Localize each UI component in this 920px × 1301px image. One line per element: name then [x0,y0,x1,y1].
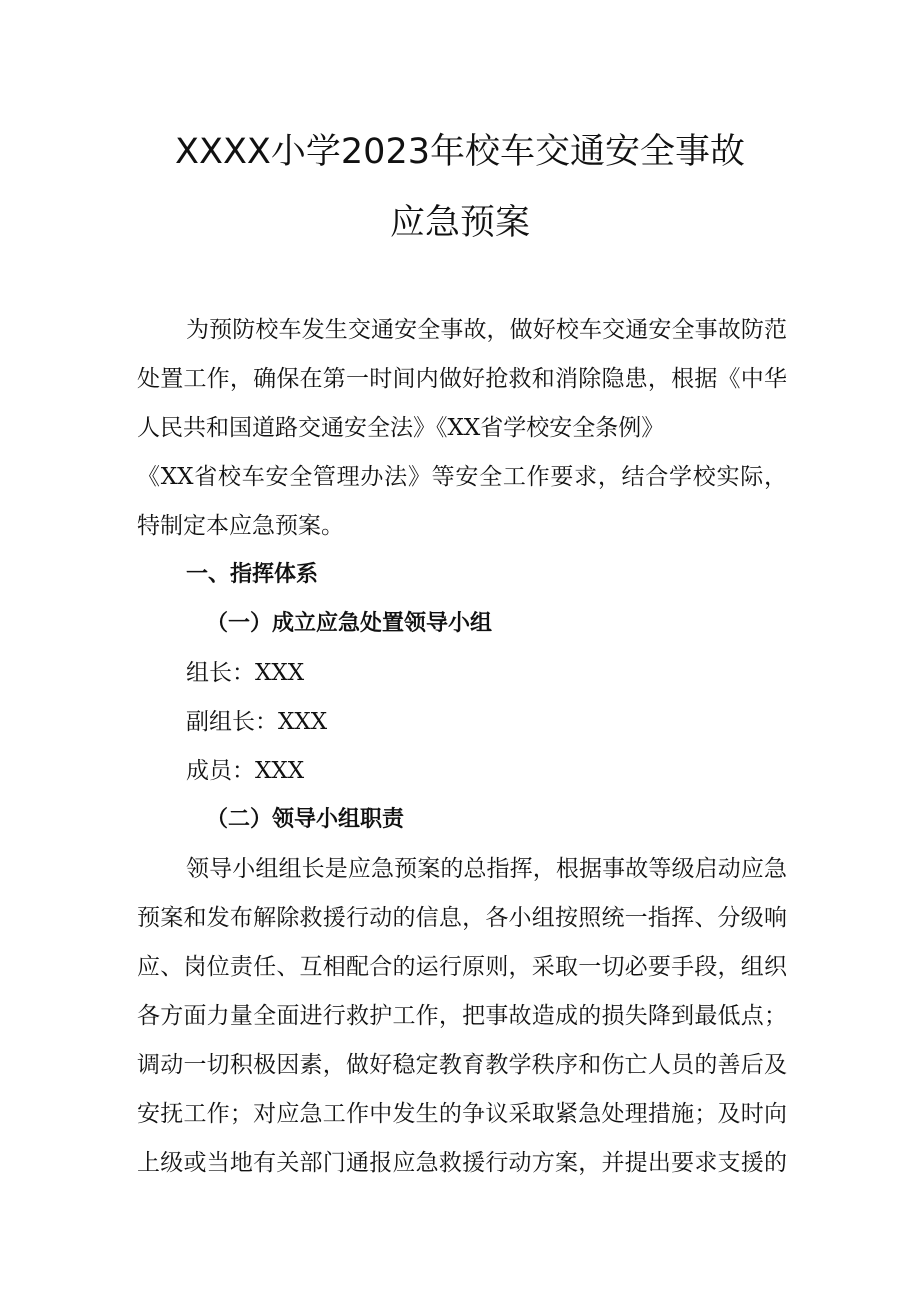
duties-line-5: 调动一切积极因素，做好稳定教育教学秩序和伤亡人员的善后及 [137,1052,787,1078]
duties-line-6: 安抚工作；对应急工作中发生的争议采取紧急处理措施；及时向 [137,1101,787,1127]
group-leader: 组长：XXX [186,660,305,686]
document-title-line-2: 应急预案 [389,203,530,243]
deputy-group-leader: 副组长：XXX [186,709,328,735]
intro-line-4: 《XX省校车安全管理办法》等安全工作要求，结合学校实际， [137,464,787,490]
section-heading-command-system: 一、指挥体系 [186,562,319,587]
subsection-heading-duties: （二）领导小组职责 [206,807,405,832]
duties-line-3: 应、岗位责任、互相配合的运行原则，采取一切必要手段，组织 [137,954,787,980]
intro-line-5: 特制定本应急预案。 [137,513,344,539]
duties-line-7: 上级或当地有关部门通报应急救援行动方案，并提出要求支援的 [137,1150,787,1176]
intro-line-3: 人民共和国道路交通安全法》《XX省学校安全条例》 [137,415,665,441]
duties-line-2: 预案和发布解除救援行动的信息，各小组按照统一指挥、分级响 [137,905,787,931]
intro-line-2: 处置工作，确保在第一时间内做好抢救和消除隐患，根据《中华 [137,366,787,392]
document-title-line-1: XXXX小学2023年校车交通安全事故 [175,132,745,172]
group-members: 成员：XXX [186,758,305,784]
intro-line-1: 为预防校车发生交通安全事故，做好校车交通安全事故防范 [186,317,787,343]
duties-line-4: 各方面力量全面进行救护工作，把事故造成的损失降到最低点； [137,1003,787,1029]
duties-line-1: 领导小组组长是应急预案的总指挥，根据事故等级启动应急 [186,856,787,882]
subsection-heading-leading-group: （一）成立应急处置领导小组 [206,611,493,636]
